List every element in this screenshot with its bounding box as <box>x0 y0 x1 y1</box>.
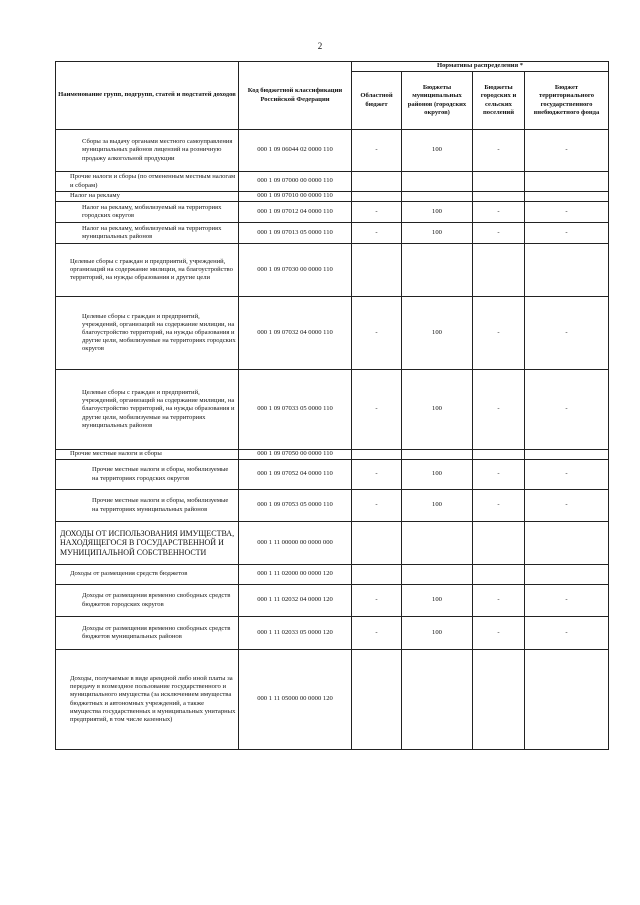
row-code: 000 1 09 07010 00 0000 110 <box>239 192 352 202</box>
row-code: 000 1 09 07000 00 0000 110 <box>239 172 352 192</box>
table-row <box>56 460 609 490</box>
header-code: Код бюджетной классификации Российской Федерации <box>239 62 352 130</box>
row-code: 000 1 11 02032 04 0000 120 <box>239 585 352 617</box>
row-name: Налог на рекламу, мобилизуемый на территориях муниципальных районов <box>56 223 239 244</box>
row-regional: - <box>352 460 402 490</box>
row-regional: - <box>352 202 402 223</box>
row-regional: - <box>352 130 402 172</box>
row-code: 000 1 09 07050 00 0000 110 <box>239 450 352 460</box>
row-settlements: - <box>473 585 525 617</box>
row-regional: - <box>352 223 402 244</box>
row-municipal <box>402 522 473 565</box>
row-settlements <box>473 450 525 460</box>
table-row <box>56 192 609 202</box>
table-row <box>56 130 609 172</box>
row-code: 000 1 09 07012 04 0000 110 <box>239 202 352 223</box>
row-fund <box>525 522 609 565</box>
row-regional <box>352 650 402 750</box>
row-code: 000 1 09 07032 04 0000 110 <box>239 297 352 370</box>
header-fund: Бюджет территориального государственного внебюджетного фонда <box>525 72 609 130</box>
row-settlements: - <box>473 490 525 522</box>
row-settlements <box>473 244 525 297</box>
table-row <box>56 244 609 297</box>
row-regional: - <box>352 490 402 522</box>
row-name: ДОХОДЫ ОТ ИСПОЛЬЗОВАНИЯ ИМУЩЕСТВА, НАХОДЯЩЕГОСЯ В ГОСУДАРСТВЕННОЙ И МУНИЦИПАЛЬНОЙ СОБСТВЕННОСТИ <box>56 522 239 565</box>
table-row <box>56 585 609 617</box>
header-municipal: Бюджеты муниципальных районов (городских округов) <box>402 72 473 130</box>
row-code: 000 1 09 07052 04 0000 110 <box>239 460 352 490</box>
row-settlements <box>473 192 525 202</box>
row-regional <box>352 192 402 202</box>
table-row <box>56 172 609 192</box>
row-municipal <box>402 450 473 460</box>
row-fund <box>525 565 609 585</box>
row-fund <box>525 650 609 750</box>
row-name: Налог на рекламу <box>56 192 239 202</box>
table-row <box>56 370 609 450</box>
row-municipal <box>402 172 473 192</box>
row-settlements: - <box>473 460 525 490</box>
row-municipal: 100 <box>402 370 473 450</box>
row-settlements <box>473 650 525 750</box>
row-code: 000 1 09 07033 05 0000 110 <box>239 370 352 450</box>
row-code: 000 1 11 02033 05 0000 120 <box>239 617 352 650</box>
row-fund <box>525 244 609 297</box>
row-regional: - <box>352 585 402 617</box>
row-fund: - <box>525 370 609 450</box>
row-fund: - <box>525 617 609 650</box>
row-regional: - <box>352 370 402 450</box>
row-settlements: - <box>473 130 525 172</box>
row-settlements: - <box>473 223 525 244</box>
row-name: Прочие налоги и сборы (по отмененным местным налогам и сборам) <box>56 172 239 192</box>
header-settlements: Бюджеты городских и сельских поселений <box>473 72 525 130</box>
table-row <box>56 202 609 223</box>
row-name: Налог на рекламу, мобилизуемый на территориях городских округов <box>56 202 239 223</box>
row-code: 000 1 09 06044 02 0000 110 <box>239 130 352 172</box>
row-regional <box>352 522 402 565</box>
row-municipal: 100 <box>402 460 473 490</box>
row-code: 000 1 09 07053 05 0000 110 <box>239 490 352 522</box>
row-municipal: 100 <box>402 490 473 522</box>
header-name: Наименование групп, подгрупп, статей и подстатей доходов <box>56 62 239 130</box>
row-fund <box>525 172 609 192</box>
row-code: 000 1 09 07013 05 0000 110 <box>239 223 352 244</box>
row-name: Целевые сборы с граждан и предприятий, учреждений, организаций на содержание милиции, на благоустройство территорий, на нужды образования и другие цели, мобилизуемые на территориях городских округов <box>56 297 239 370</box>
row-settlements <box>473 565 525 585</box>
table-row <box>56 450 609 460</box>
row-municipal: 100 <box>402 617 473 650</box>
row-code: 000 1 11 05000 00 0000 120 <box>239 650 352 750</box>
row-regional: - <box>352 297 402 370</box>
row-name: Целевые сборы с граждан и предприятий, учреждений, организаций на содержание милиции, на благоустройство территорий, на нужды образования и другие цели <box>56 244 239 297</box>
table-row <box>56 565 609 585</box>
row-fund: - <box>525 297 609 370</box>
row-settlements: - <box>473 617 525 650</box>
row-name: Целевые сборы с граждан и предприятий, учреждений, организаций на содержание милиции, на благоустройство территорий, на нужды образования и другие цели, мобилизуемые на территориях муниципальных районов <box>56 370 239 450</box>
row-name: Прочие местные налоги и сборы, мобилизуемые на территориях муниципальных районов <box>56 490 239 522</box>
row-municipal: 100 <box>402 202 473 223</box>
row-fund: - <box>525 460 609 490</box>
row-settlements: - <box>473 370 525 450</box>
row-fund: - <box>525 223 609 244</box>
row-regional <box>352 565 402 585</box>
row-fund: - <box>525 490 609 522</box>
table-row <box>56 490 609 522</box>
table-row <box>56 522 609 565</box>
row-fund: - <box>525 202 609 223</box>
row-fund <box>525 450 609 460</box>
row-municipal: 100 <box>402 130 473 172</box>
row-municipal <box>402 192 473 202</box>
row-municipal: 100 <box>402 585 473 617</box>
row-settlements <box>473 172 525 192</box>
row-name: Доходы от размещения средств бюджетов <box>56 565 239 585</box>
row-settlements: - <box>473 297 525 370</box>
table-row <box>56 223 609 244</box>
row-fund: - <box>525 585 609 617</box>
row-municipal <box>402 565 473 585</box>
table-row <box>56 617 609 650</box>
row-fund: - <box>525 130 609 172</box>
row-name: Доходы от размещения временно свободных средств бюджетов городских округов <box>56 585 239 617</box>
row-name: Доходы от размещения временно свободных средств бюджетов муниципальных районов <box>56 617 239 650</box>
header-normatives: Нормативы распределения * <box>352 62 609 72</box>
row-regional: - <box>352 617 402 650</box>
row-municipal: 100 <box>402 297 473 370</box>
row-name: Прочие местные налоги и сборы, мобилизуемые на территориях городских округов <box>56 460 239 490</box>
row-regional <box>352 172 402 192</box>
row-municipal: 100 <box>402 223 473 244</box>
row-municipal <box>402 244 473 297</box>
row-settlements: - <box>473 202 525 223</box>
row-fund <box>525 192 609 202</box>
row-regional <box>352 244 402 297</box>
table-row <box>56 650 609 750</box>
row-code: 000 1 11 00000 00 0000 000 <box>239 522 352 565</box>
row-name: Сборы за выдачу органами местного самоуправления муниципальных районов лицензий на розничную продажу алкогольной продукции <box>56 130 239 172</box>
row-name: Прочие местные налоги и сборы <box>56 450 239 460</box>
page-number: 2 <box>317 41 323 51</box>
row-code: 000 1 11 02000 00 0000 120 <box>239 565 352 585</box>
table-row <box>56 297 609 370</box>
header-regional: Областной бюджет <box>352 72 402 130</box>
revenue-distribution-table <box>55 61 609 750</box>
row-municipal <box>402 650 473 750</box>
row-code: 000 1 09 07030 00 0000 110 <box>239 244 352 297</box>
row-regional <box>352 450 402 460</box>
row-settlements <box>473 522 525 565</box>
row-name: Доходы, получаемые в виде арендной либо иной платы за передачу в возмездное пользование государственного и муниципального имущества (за исключением имущества бюджетных и автономных учреждений, а также имущества государственных и муниципальных унитарных предприятий, в том числе казенных) <box>56 650 239 750</box>
